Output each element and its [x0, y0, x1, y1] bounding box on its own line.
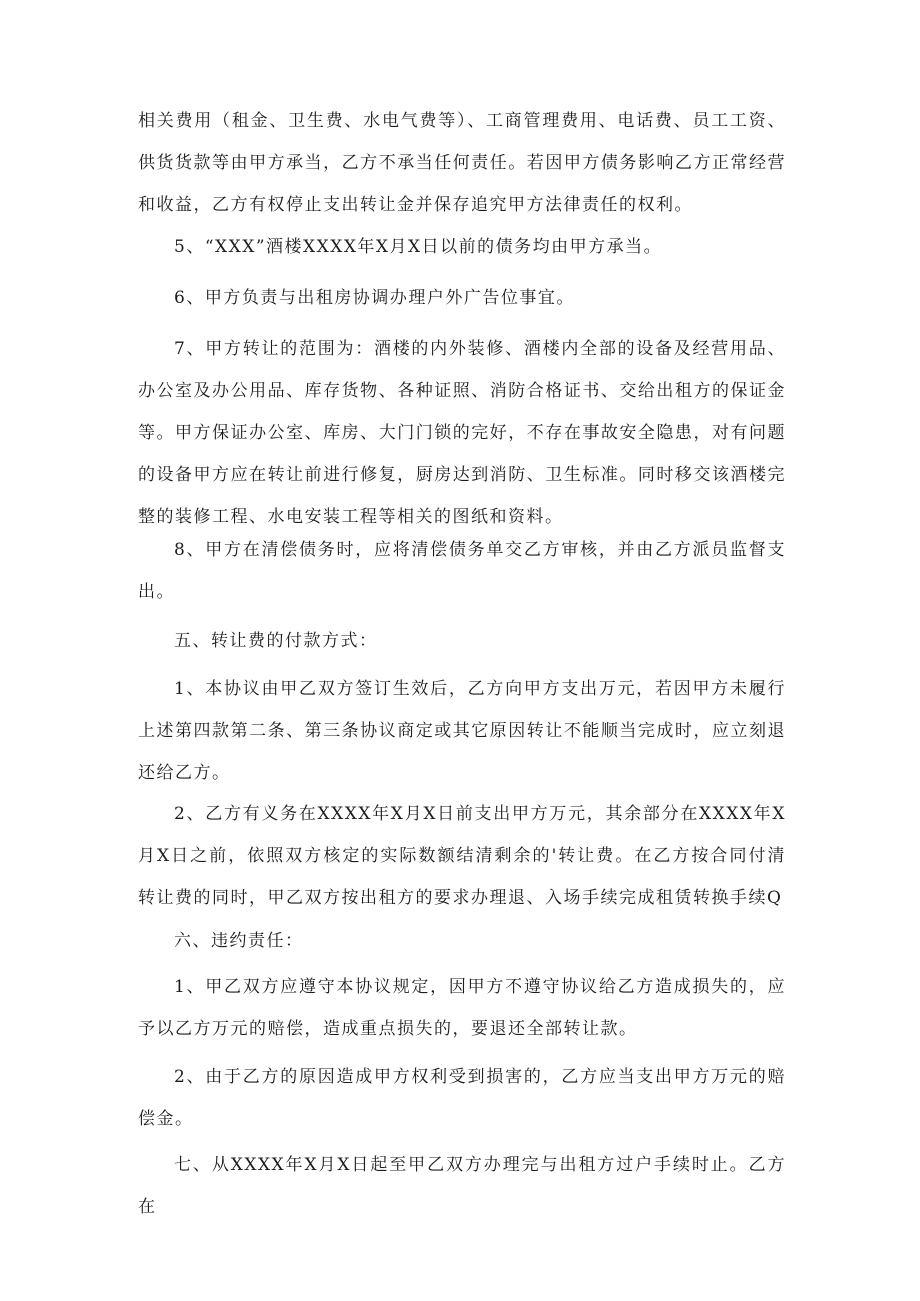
section-heading-breach: 六、违约责任： — [174, 931, 304, 951]
paragraph-item-seven: 七、从XXXX年X月X日起至甲乙双方办理完与出租方过户手续时止。乙方在 — [138, 1155, 786, 1217]
paragraph-item-7: 7、甲方转让的范围为：酒楼的内外装修、酒楼内全部的设备及经营用品、办公室及办公用品、库存货物、各种证照、消防合格证书、交给出租方的保证金等。甲方保证办公室、库房、大门门锁的完好，不存在事故安全隐患，对有问题的设备甲方应在转让前进行修复，厨房达到消防、卫生标准。同时移交该酒楼完整的装修工程、水电安装工程等相关的图纸和资料。 — [138, 339, 786, 527]
paragraph-item-8: 8、甲方在清偿债务时，应将清偿债务单交乙方审核，并由乙方派员监督支出。 — [138, 540, 786, 602]
paragraph-payment-1: 1、本协议由甲乙双方签订生效后，乙方向甲方支出万元，若因甲方未履行上述第四款第二条、第三条协议商定或其它原因转让不能顺当完成时，应立刻退还给乙方。 — [138, 679, 786, 783]
paragraph-item-6: 6、甲方负责与出租房协调办理户外广告位事宜。 — [174, 288, 575, 308]
paragraph-breach-2: 2、由于乙方的原因造成甲方权利受到损害的，乙方应当支出甲方万元的赔偿金。 — [138, 1067, 786, 1129]
section-heading-payment: 五、转让费的付款方式： — [174, 631, 378, 651]
paragraph-breach-1: 1、甲乙双方应遵守本协议规定，因甲方不遵守协议给乙方造成损失的，应予以乙方万元的赔偿，造成重点损失的，要退还全部转让款。 — [138, 977, 786, 1039]
paragraph-payment-2: 2、乙方有义务在XXXX年X月X日前支出甲方万元，其余部分在XXXX年X月X日之前，依照双方核定的实际数额结清剩余的'转让费。在乙方按合同付清转让费的同时，甲乙双方按出租方的要求办理退、入场手续完成租赁转换手续Q — [138, 804, 786, 908]
paragraph-item-5: 5、“XXX”酒楼XXXX年X月X日以前的债务均由甲方承当。 — [174, 237, 663, 257]
paragraph-costs-continued: 相关费用（租金、卫生费、水电气费等）、工商管理费用、电话费、员工工资、供货货款等由甲方承当，乙方不承当任何责任。若因甲方债务影响乙方正常经营和收益，乙方有权停止支出转让金并保存追究甲方法律责任的权利。 — [138, 111, 786, 215]
